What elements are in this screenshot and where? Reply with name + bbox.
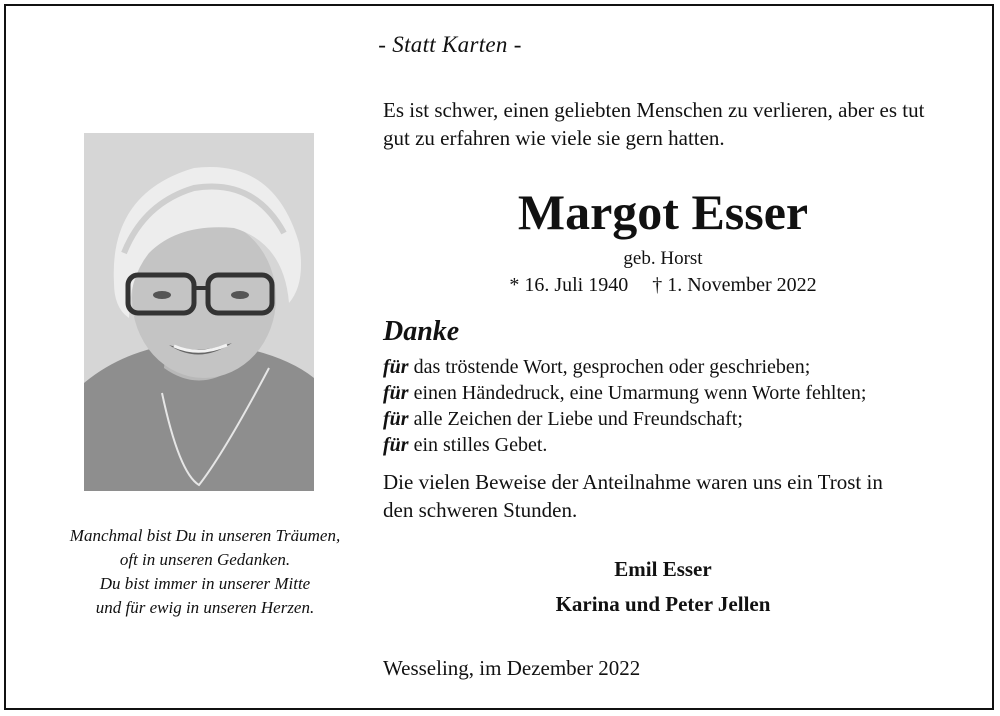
thanks-line: für einen Händedruck, eine Umarmung wenn Worte fehlten;	[383, 382, 867, 404]
thanks-line: für alle Zeichen der Liebe und Freundschaft;	[383, 408, 743, 430]
intro-line: Es ist schwer, einen geliebten Menschen zu verlieren, aber es tut	[383, 98, 925, 122]
closing-line: den schweren Stunden.	[383, 498, 578, 522]
header-statt-karten: - Statt Karten -	[378, 32, 522, 57]
death-date: † 1. November 2022	[652, 274, 817, 296]
thanks-line: für ein stilles Gebet.	[383, 434, 548, 456]
thanks-heading: Danke	[383, 316, 460, 347]
portrait-illustration	[84, 133, 314, 491]
poem-line: Manchmal bist Du in unseren Träumen,	[69, 526, 341, 545]
closing-line: Die vielen Beweise der Anteilnahme waren uns ein Trost in	[383, 470, 883, 494]
poem-line: Du bist immer in unserer Mitte	[99, 574, 311, 593]
poem-line: und für ewig in unseren Herzen.	[95, 598, 315, 617]
thanks-list	[383, 354, 866, 458]
life-dates	[383, 274, 943, 297]
deceased-name: Margot Esser	[517, 184, 809, 240]
signer-name: Emil Esser	[614, 557, 712, 581]
portrait-photo	[84, 133, 314, 491]
maiden-name: geb. Horst	[623, 248, 703, 269]
birth-date: * 16. Juli 1940	[509, 274, 629, 296]
memorial-poem	[40, 524, 370, 620]
intro-line: gut zu erfahren wie viele sie gern hatten.	[383, 126, 725, 150]
thanks-line: für das tröstende Wort, gesprochen oder geschrieben;	[383, 356, 811, 378]
closing-text	[383, 468, 883, 524]
signer-name: Karina und Peter Jellen	[555, 592, 771, 616]
intro-text	[383, 96, 924, 152]
poem-line: oft in unseren Gedanken.	[119, 550, 291, 569]
place-date: Wesseling, im Dezember 2022	[383, 656, 641, 680]
